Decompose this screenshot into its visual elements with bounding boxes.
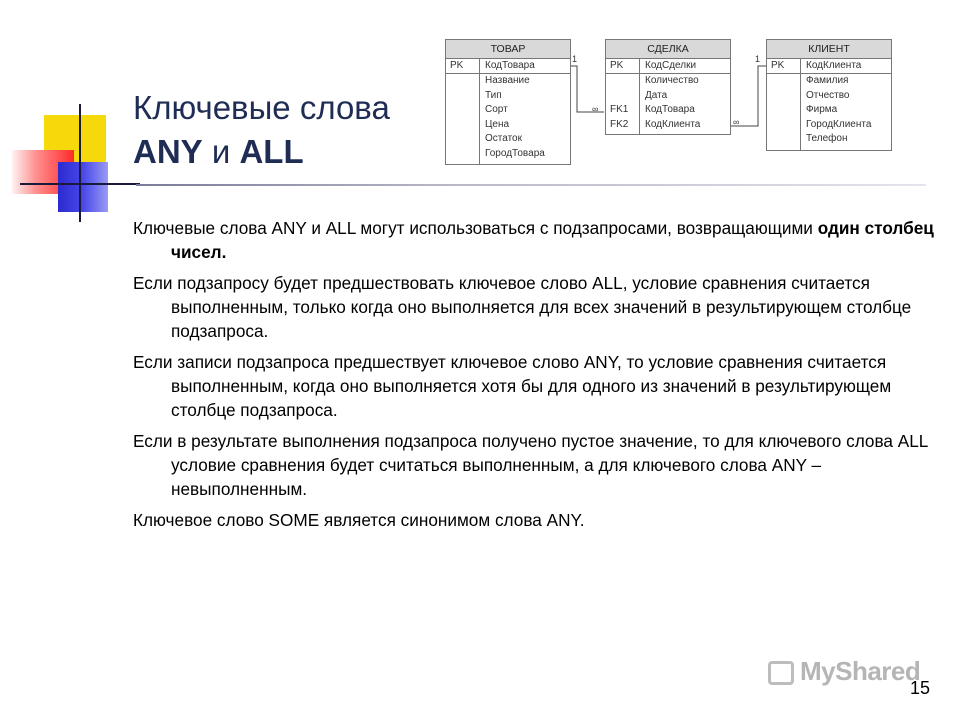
paragraph-3: Если записи подзапроса предшествует ключевое слово ANY, то условие сравнения считается выполненным, когда оно выполняется хотя бы для одного из значений в результирующем столбце подзапроса.	[133, 352, 892, 420]
field: ГородКлиента	[806, 118, 872, 130]
rel-many-sdelka-tovar: ∞	[592, 104, 599, 114]
table-tovar-fields	[480, 74, 545, 164]
title-line1: Ключевые слова	[133, 89, 390, 126]
title-all: ALL	[239, 133, 304, 170]
field: Тип	[485, 89, 502, 101]
table-tovar-pk-row	[446, 59, 570, 74]
rel-many-sdelka-client: ∞	[733, 117, 740, 127]
pk-label: PK	[446, 59, 480, 73]
paragraph-1-bold: один столбец чисел.	[171, 218, 934, 262]
watermark-logo	[768, 656, 920, 687]
page-number: 15	[910, 678, 931, 698]
field: КодКлиента	[645, 118, 701, 130]
rel-one-tovar: 1	[572, 54, 578, 64]
pk-field: КодКлиента	[806, 60, 862, 71]
table-client-pk-row	[767, 59, 891, 74]
field: Фирма	[806, 104, 838, 115]
table-tovar	[445, 39, 571, 165]
field: Телефон	[806, 133, 848, 144]
fk2-label: FK2	[610, 118, 629, 130]
slide-body	[133, 216, 943, 539]
paragraph-2: Если подзапросу будет предшествовать ключевое слово ALL, условие сравнения считается выполненным, только когда оно выполняется для всех значений в результирующем столбце подзапроса.	[133, 273, 912, 341]
paragraph-1-text: Ключевые слова ANY и ALL могут использоваться с подзапросами, возвращающими	[133, 218, 818, 238]
field: Фамилия	[806, 75, 849, 86]
watermark-text: MyShared	[800, 656, 921, 686]
rel-one-client: 1	[755, 54, 761, 64]
table-client	[766, 39, 892, 151]
field: Количество	[645, 75, 699, 86]
field: КодТовара	[645, 104, 695, 115]
table-client-name: КЛИЕНТ	[767, 40, 891, 59]
field: Остаток	[485, 133, 522, 144]
title-any: ANY	[133, 133, 203, 170]
field: Цена	[485, 118, 510, 130]
table-sdelka-fields	[640, 74, 700, 134]
paragraph-1	[133, 216, 943, 264]
pk-field: КодСделки	[645, 60, 697, 71]
field: Дата	[645, 89, 668, 101]
presentation-icon	[768, 661, 794, 685]
paragraph-5: Ключевое слово SOME является синонимом слова ANY.	[133, 510, 585, 530]
pk-field: КодТовара	[485, 60, 535, 71]
table-sdelka-pk-row	[606, 59, 730, 74]
table-sdelka	[605, 39, 731, 135]
field: Название	[485, 75, 530, 86]
field: ГородТовара	[485, 147, 545, 159]
table-sdelka-keys	[606, 74, 640, 134]
paragraph-4: Если в результате выполнения подзапроса получено пустое значение, то для ключевого слова ALL условие сравнения будет считаться выполненным, а для ключевого слова ANY – невыполненным.	[133, 431, 928, 499]
title-and: и	[211, 133, 231, 170]
pk-label: PK	[606, 59, 640, 73]
fk1-label: FK1	[610, 104, 629, 115]
field: Сорт	[485, 104, 508, 115]
table-sdelka-name: СДЕЛКА	[606, 40, 730, 59]
field: Отчество	[806, 89, 850, 101]
table-tovar-name: ТОВАР	[446, 40, 570, 59]
relation-tovar-sdelka	[570, 66, 604, 112]
table-client-fields	[801, 74, 871, 150]
pk-label: PK	[767, 59, 801, 73]
